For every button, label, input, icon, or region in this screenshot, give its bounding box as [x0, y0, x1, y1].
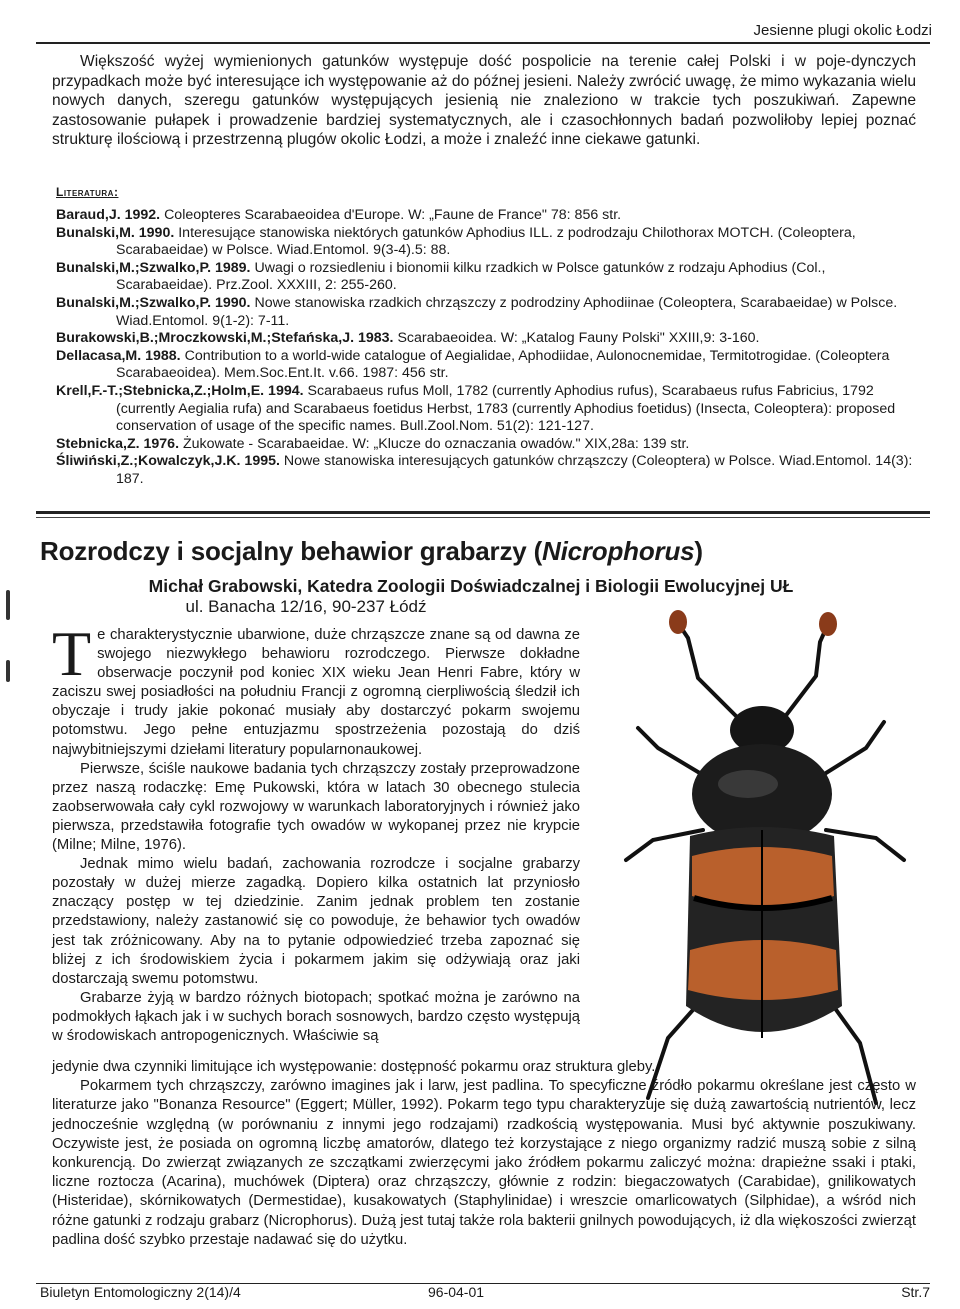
margin-mark: [6, 660, 10, 682]
top-paragraph: Większość wyżej wymienionych gatunków występuje dość pospolicie na terenie całej Polski i w poje-dynczych przypadkach może być interesujące ich występowanie aż do późnej jesieni. Należy zwrócić uwagę, że mimo wykazania wielu nowych danych, szeregu gatunków występujących jesienią nie znaleziono w trakcie tych poszukiwań. Zapewne zastosowanie pułapek i prowadzenie bardziej systematycznych, ale i czasochłonnych badań pozwoliłoby lepiej poznać strukturę ilościową i przestrzenną plugów okolic Łodzi, a może i znaleźć inne ciekawe gatunki.: [52, 53, 916, 149]
top-section: [52, 52, 916, 150]
reference-entry: [56, 348, 916, 383]
reference-entry: [56, 436, 916, 454]
running-head: Jesienne plugi okolic Łodzi: [753, 22, 932, 39]
genus-name: Nicrophorus: [542, 536, 695, 566]
reference-text: Scarabaeus rufus Moll, 1782 (currently Aphodius rufus), Scarabaeus rufus Fabricius, 1792 (currently Aegialia rufa) and Scarabaeus foetidus Herbst, 1783 (currently Aphodius foetidus) (Insecta, Coleoptera): proposed conservation of usage of the specific names. Bull.Zool.Nom. 51(2): 121-127.: [116, 382, 896, 435]
reference-entry: [56, 225, 916, 260]
beetle-illustration: [598, 598, 928, 1128]
column-paragraph: Jednak mimo wielu badań, zachowania rozrodcze i socjalne grabarzy pozostały w dużej mierze zagadką. Dopiero kilka ostatnich lat przyniosło znaczący postęp w tej dziedzinie. Zanim jednak problem ten zostanie przedstawiony, należy zastanowić się co powoduje, że behawior tych owadów jest tak zróżnicowany. Aby na to pytanie odpowiedzieć trzeba zapoznać się bliżej z ich środowiskiem życia i pokarmem jakim się odżywiają oraz jaki dostarczają swemu potomstwu.: [52, 856, 580, 987]
reference-text: Nowe stanowiska rzadkich chrząszczy z podrodziny Aphodiinae (Coleoptera, Scarabaeidae) w Polsce. Wiad.Entomol. 9(1-2): 7-11.: [116, 294, 898, 329]
drop-cap: T: [52, 618, 92, 689]
reference-text: Contribution to a world-wide catalogue of Aegialidae, Aphodiidae, Aulonocnemidae, Termitotrogidae. (Coleoptera Scarabaeoidea). Mem.Soc.Ent.It. v.66. 1987: 456 str.: [116, 347, 890, 382]
reference-authors: Śliwiński,Z.;Kowalczyk,J.K. 1995.: [56, 453, 280, 470]
column-paragraph: Grabarze żyją w bardzo różnych biotopach; spotkać można je zarówno na podmokłych łąkach jak i w suchych borach sosnowych, bardzo często występują w środowiskach antropogenicznych. Właściwie są: [52, 989, 580, 1044]
reference-authors: Baraud,J. 1992.: [56, 207, 161, 223]
continuation-paragraph: jedynie dwa czynniki limitujące ich występowanie: dostępność pokarmu oraz struktura gleby.: [52, 1059, 656, 1075]
first-paragraph: Te charakterystycznie ubarwione, duże chrząszcze znane są od dawna ze swojego niezwykłego behawioru rozrodczego. Pierwsze dokładne obserwacje poczynił pod koniec XIX wieku Jean Henri Fabre, który w zaciszu swej posiadłości na południu Francji z ogromną cierpliwością śledził ich obyczaje i trudy jakie pokonać musiały aby dostarczyć pokarm swojemu potomstwu. Jego pełne entuzjazmu spostrzeżenia pozostają do dziś najwybitniejszymi dziełami literatury popularnonaukowej.: [52, 618, 580, 758]
reference-authors: Bunalski,M. 1990.: [56, 224, 175, 241]
reference-entry: [56, 207, 916, 225]
reference-authors: Burakowski,B.;Mroczkowski,M.;Stefańska,J. 1983.: [56, 330, 394, 347]
section-divider-thin: [36, 517, 930, 518]
reference-authors: Stebnicka,Z. 1976.: [56, 435, 180, 452]
reference-entry: [56, 383, 916, 436]
article-address: ul. Banacha 12/16, 90-237 Łódź: [185, 597, 427, 616]
article-full-width-text: [52, 1058, 916, 1250]
literature-heading: Literatura:: [56, 185, 119, 199]
reference-text: Żukowate - Scarabaeidae. W: „Klucze do oznaczania owadów." XIX,28a: 139 str.: [182, 435, 690, 452]
column-paragraph: Pierwsze, ściśle naukowe badania tych chrząszczy zostały przeprowadzone przez naszą rodaczkę: Emę Pukowski, która w latach 30 obecnego stulecia zaobserwowała cały cykl rozwojowy w warunkach laboratoryjnych i również jako pierwsza, przedstawiła fotografie tych owadów w wykopanej przez nie krypcie (Milne; Milne, 1976).: [52, 760, 580, 854]
footer-date: 96-04-01: [428, 1284, 485, 1300]
footer-page-number: Str.7: [901, 1284, 930, 1300]
margin-mark: [6, 590, 10, 620]
reference-authors: Bunalski,M.;Szwalko,P. 1990.: [56, 294, 251, 311]
header-rule: [36, 42, 930, 44]
article-column: [52, 618, 580, 1046]
reference-text: Interesujące stanowiska niektórych gatunków Aphodius ILL. z podrodzaju Chilothorax MOTCH. (Coleoptera, Scarabaeidae) w Polsce. Wiad.Entomol. 9(3-4).5: 88.: [116, 224, 856, 259]
reference-text: Nowe stanowiska interesujących gatunków chrząszczy (Coleoptera) w Polsce. Wiad.Entomol. 14(3): 187.: [116, 453, 913, 487]
footer-journal: Biuletyn Entomologiczny 2(14)/4: [40, 1284, 241, 1300]
reference-entry: [56, 260, 916, 295]
reference-text: Uwagi o rozsiedleniu i bionomii kilku rzadkich w Polsce gatunków z rodzaju Aphodius (Col., Scarabaeidae). Prz.Zool. XXXIII, 2: 255-260.: [116, 259, 826, 294]
reference-authors: Bunalski,M.;Szwalko,P. 1989.: [56, 259, 251, 276]
article-authors: Michał Grabowski, Katedra Zoologii Doświadczalnej i Biologii Ewolucyjnej UŁ: [148, 576, 794, 596]
body-paragraph: Pokarmem tych chrząszczy, zarówno imagines jak i larw, jest padlina. To specyficzne źródło pokarmu określane jest często w literaturze jako "Bonanza Resource" (Eggert; Müller, 1992). Pokarm tego typu charakteryzuje się dużą zawartością nutrientów, lecz jednocześnie względną (w porównaniu z innymi jego rodzajami) rzadkością występowania. Musi być aktywnie poszukiwany. Oczywiste jest, że posiada on ogromną liczbę amatorów, dlatego też korzystające z niego organizmy radzić muszą sobie z silną konkurencją. Do zwierząt związanych ze szczątkami zwierzęcymi jako źródłem pokarmu zaliczyć można: drapieżne ssaki i ptaki, liczne roztocza (Acarina), muchówek (Diptera) oraz chrząszczy, głównie z rodzin: biegaczowatych (Carabidae), gnilikowatych (Histeridae), skórnikowatych (Dermestidae), kusakowatych (Staphylinidae) i wreszcie omarlicowatych (Silphidae), a wśród nich różne gatunki z rodzaju grabarz (Nicrophorus). Dużą jest tutaj także rola bakterii gnilnych powodujących, iż dla więkoszości zwierząt padlina dość szybko przestaje nadawać się do użytku.: [52, 1078, 916, 1248]
reference-entry: [56, 330, 916, 348]
reference-entry: [56, 295, 916, 330]
reference-text: Scarabaeoidea. W: „Katalog Fauny Polski" XXIII,9: 3-160.: [397, 330, 760, 347]
reference-authors: Dellacasa,M. 1988.: [56, 347, 181, 364]
article-title: Rozrodczy i socjalny behawior grabarzy (Nicrophorus): [40, 536, 703, 566]
reference-list: [56, 207, 916, 489]
reference-authors: Krell,F.-T.;Stebnicka,Z.;Holm,E. 1994.: [56, 382, 304, 399]
reference-text: Coleopteres Scarabaeoidea d'Europe. W: „Faune de France" 78: 856 str.: [164, 207, 622, 223]
reference-entry: [56, 453, 916, 488]
section-divider: [36, 511, 930, 514]
